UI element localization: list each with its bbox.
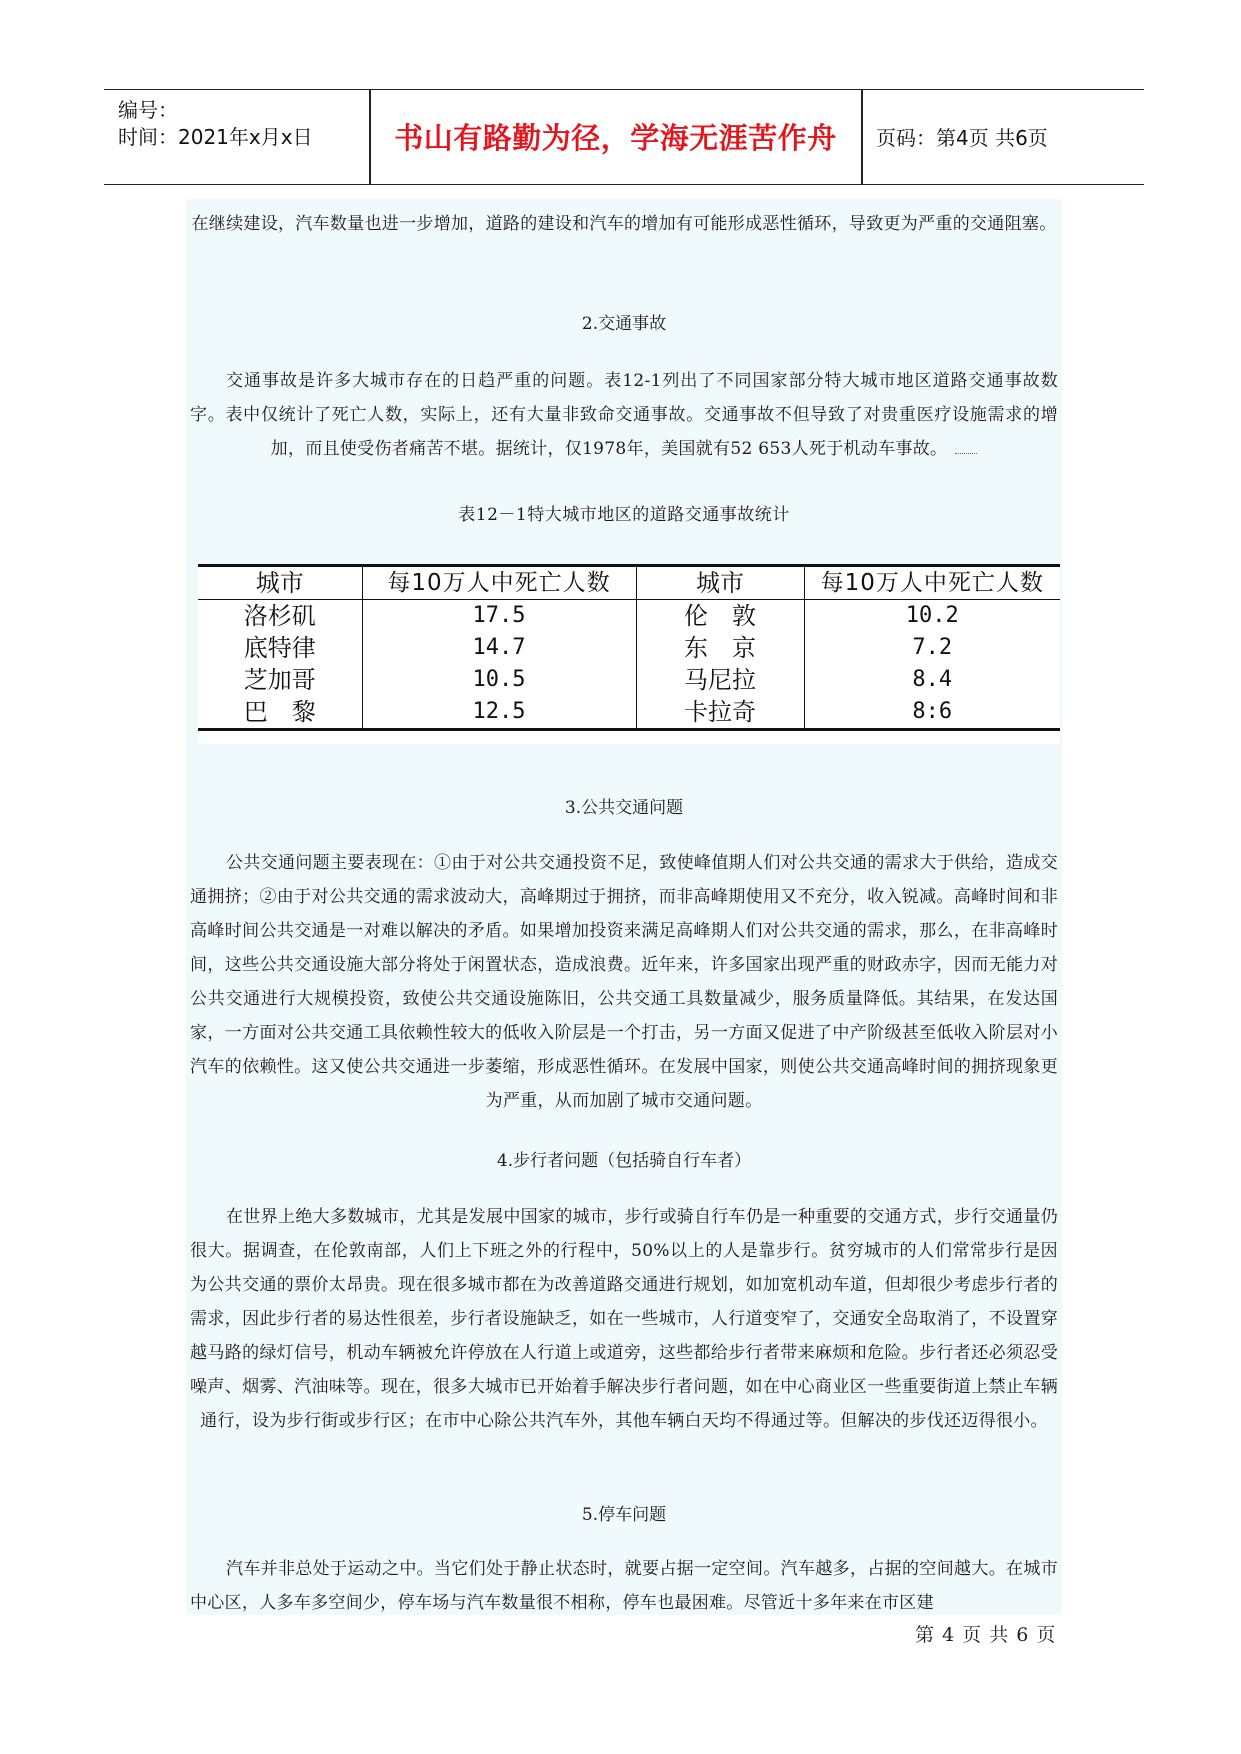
table-cell-value: 12.5: [362, 696, 636, 730]
doc-number-label: 编号：: [118, 98, 178, 122]
table-row: [198, 696, 1060, 730]
header-motto: 书山有路勤为径，学海无涯苦作舟: [394, 121, 837, 155]
header-meta: [118, 90, 368, 184]
table-caption: 表12－1特大城市地区的道路交通事故统计: [458, 505, 790, 525]
table-cell-city: 底特律: [243, 634, 316, 662]
table-cell-city: 马尼拉: [636, 664, 804, 696]
header-divider: [861, 90, 863, 184]
table-cell-value: 17.5: [362, 600, 636, 633]
table-header-city: 城市: [255, 569, 304, 597]
ellipsis-mark: [955, 445, 977, 454]
accident-table-wrap: [198, 564, 1060, 744]
paragraph-accidents: [190, 364, 1058, 466]
section-heading-accidents: 2.交通事故: [581, 314, 667, 334]
table-header-deaths: 每10万人中死亡人数: [804, 566, 1060, 600]
section-heading-public-transport: 3.公共交通问题: [564, 798, 684, 818]
doc-time-label: 时间：2021年x月x日: [118, 125, 313, 149]
table-cell-value: 14.7: [362, 632, 636, 664]
table-cell-city: 卡拉奇: [636, 696, 804, 730]
table-row: [198, 600, 1060, 633]
paragraph-pedestrians: 在世界上绝大多数城市，尤其是发展中国家的城市，步行或骑自行车仍是一种重要的交通方式，步行交通量仍很大。据调查，在伦敦南部，人们上下班之外的行程中，50%以上的人是靠步行。贫穷城市的人们常常步行是因为公共交通的票价太昂贵。现在很多城市都在为改善道路交通进行规划，如加宽机动车道，但却很少考虑步行者的需求，因此步行者的易达性很差，步行者设施缺乏，如在一些城市，人行道变窄了，交通安全岛取消了，不设置穿越马路的绿灯信号，机动车辆被允许停放在人行道上或道旁，这些都给步行者带来麻烦和危险。步行者还必须忍受噪声、烟雾、汽油味等。现在，很多大城市已开始着手解决步行者问题，如在中心商业区一些重要街道上禁止车辆通行，设为步行街或步行区；在市中心除公共汽车外，其他车辆白天均不得通过等。但解决的步伐还迈得很小。: [190, 1207, 1058, 1431]
table-cell-city: 巴 黎: [243, 698, 316, 726]
table-cell-city: 芝加哥: [243, 666, 316, 694]
table-cell-city: 东 京: [636, 632, 804, 664]
section-heading-parking: 5.停车问题: [581, 1505, 667, 1525]
table-cell-city: 洛杉矶: [243, 602, 316, 630]
table-header-city: 城市: [636, 566, 804, 600]
page-header: [104, 89, 1144, 185]
table-cell-value: 7.2: [804, 632, 1060, 664]
table-cell-value: 8.4: [804, 664, 1060, 696]
paragraph-parking: 汽车并非总处于运动之中。当它们处于静止状态时，就要占据一定空间。汽车越多，占据的空间越大。在城市中心区，人多车多空间少，停车场与汽车数量很不相称，停车也最困难。尽管近十多年来在市区建: [190, 1559, 1058, 1613]
table-row: [198, 632, 1060, 664]
table-cell-value: 10.5: [362, 664, 636, 696]
paragraph-accidents-text: 交通事故是许多大城市存在的日趋严重的问题。表12-1列出了不同国家部分特大城市地区道路交通事故数字。表中仅统计了死亡人数，实际上，还有大量非致命交通事故。交通事故不但导致了对贵重医疗设施需求的增加，而且使受伤者痛苦不堪。据统计，仅1978年，美国就有52 653人死于机动车事故。: [190, 371, 1058, 459]
table-cell-value: 10.2: [804, 600, 1060, 633]
header-page-label: 页码：第4页 共6页: [876, 126, 1048, 150]
paragraph-public-transport: 公共交通问题主要表现在：①由于对公共交通投资不足，致使峰值期人们对公共交通的需求大于供给，造成交通拥挤；②由于对公共交通的需求波动大，高峰期过于拥挤，而非高峰期使用又不充分，收入锐减。高峰时间和非高峰时间公共交通是一对难以解决的矛盾。如果增加投资来满足高峰期人们对公共交通的需求，那么，在非高峰时间，这些公共交通设施大部分将处于闲置状态，造成浪费。近年来，许多国家出现严重的财政赤字，因而无能力对公共交通进行大规模投资，致使公共交通设施陈旧，公共交通工具数量减少，服务质量降低。其结果，在发达国家，一方面对公共交通工具依赖性较大的低收入阶层是一个打击，另一方面又促进了中产阶级甚至低收入阶层对小汽车的依赖性。这又使公共交通进一步萎缩，形成恶性循环。在发展中国家，则使公共交通高峰时间的拥挤现象更为严重，从而加剧了城市交通问题。: [190, 853, 1058, 1111]
section-heading-pedestrians: 4.步行者问题（包括骑自行车者）: [496, 1151, 752, 1171]
table-header-deaths: 每10万人中死亡人数: [362, 566, 636, 600]
page-footer: 第 4 页 共 6 页: [915, 1624, 1057, 1646]
accident-table: [198, 564, 1060, 731]
table-cell-value: 8:6: [804, 696, 1060, 730]
table-cell-city: 伦 敦: [636, 600, 804, 633]
table-row: [198, 664, 1060, 696]
paragraph-intro: 在继续建设，汽车数量也进一步增加，道路的建设和汽车的增加有可能形成恶性循环，导致更为严重的交通阻塞。: [191, 214, 1057, 234]
table-header-row: [198, 566, 1060, 600]
